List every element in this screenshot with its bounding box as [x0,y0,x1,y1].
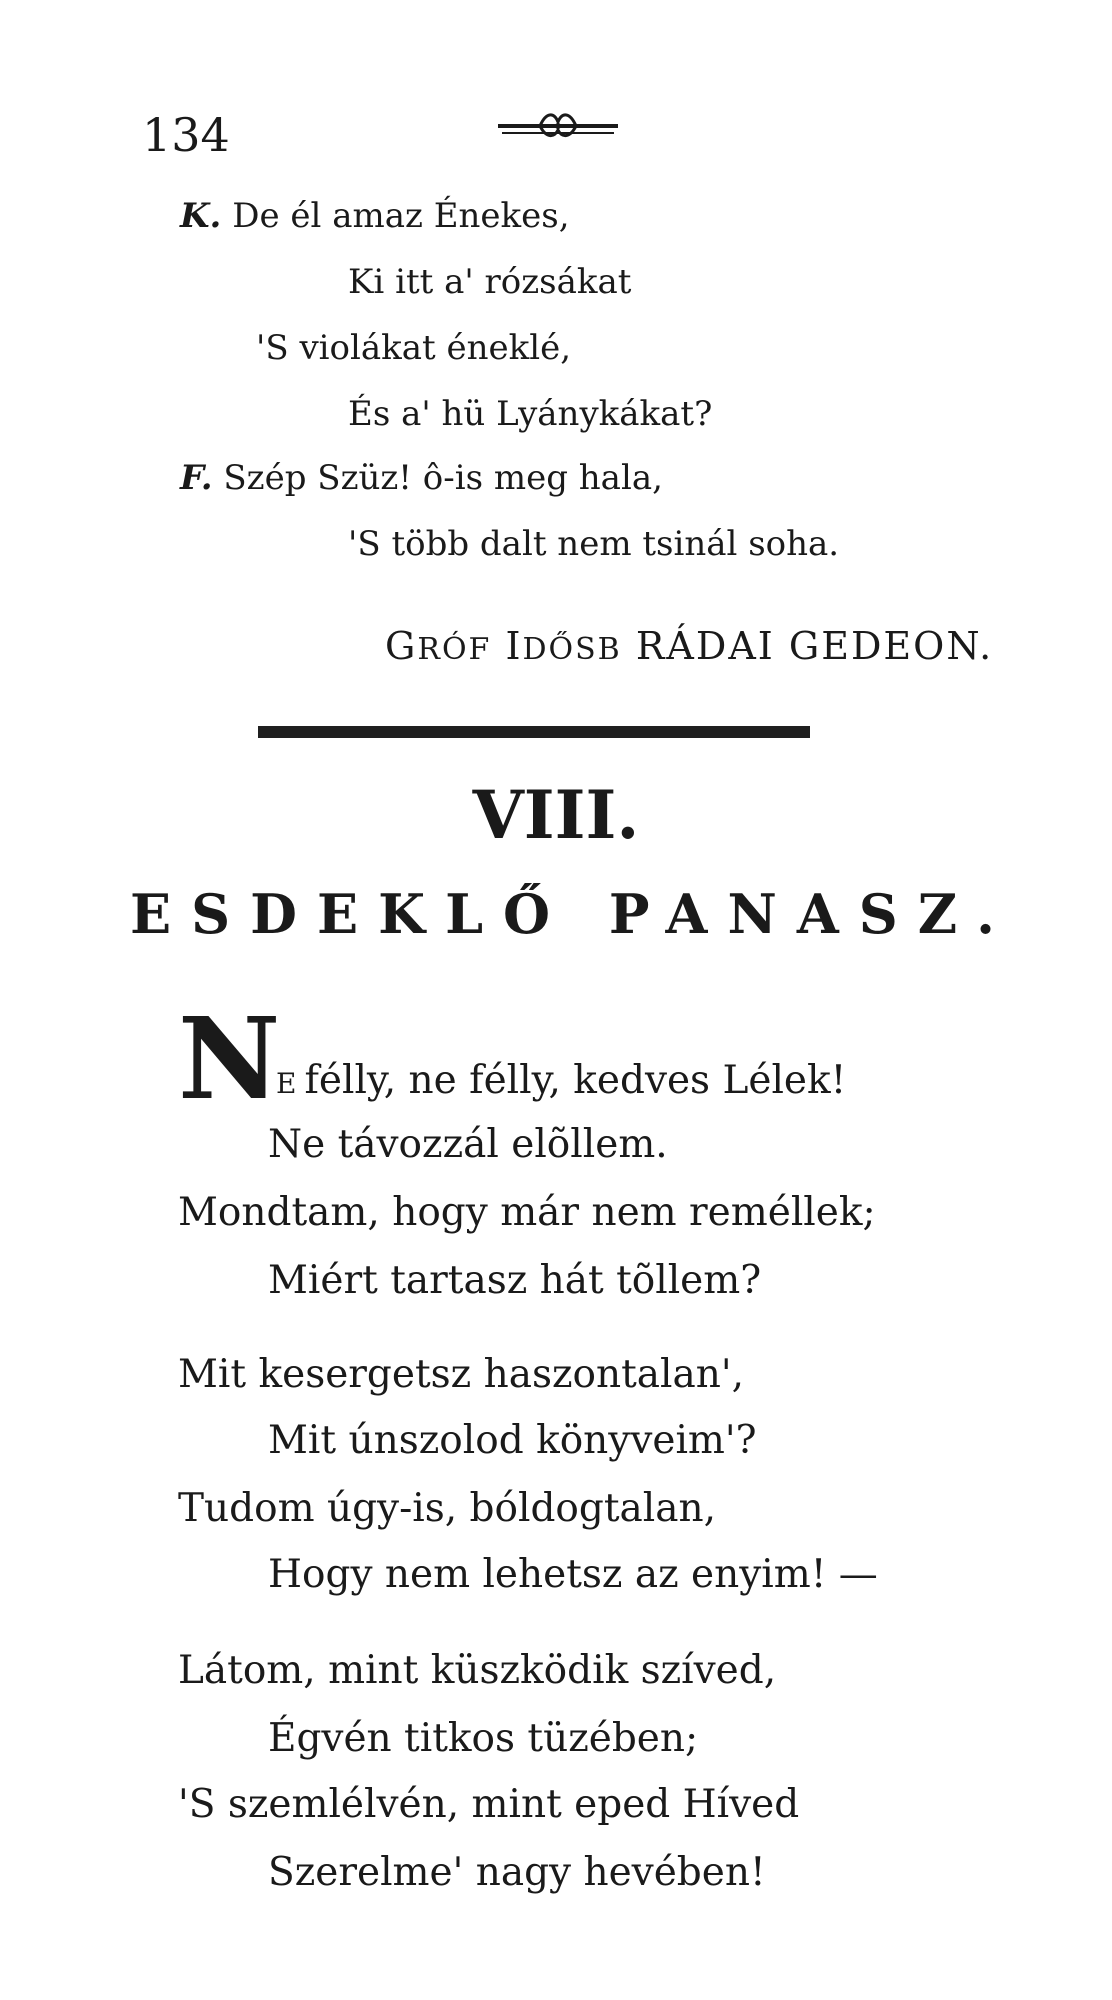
drop-cap: N [178,994,281,1125]
poem-line: 'S több dalt nem tsinál soha. [348,524,840,564]
first-line-text: félly, ne félly, kedves Lélek! [304,1058,847,1103]
poem-line: Látom, mint küszködik szíved, [178,1648,777,1693]
poem-line-text: De él amaz Énekes, [232,196,570,236]
poem-line: Égvén titkos tüzében; [268,1716,699,1761]
first-line-small-cap: E [276,1067,297,1100]
poem-line: 'S szemlélvén, mint eped Híved [178,1782,800,1827]
poem-line [180,458,663,498]
author-signature: GRÓF IDŐSB RÁDAI GEDEON. [385,624,994,668]
section-title: ESDEKLŐ PANASZ. [130,882,1015,946]
speaker-label: F. [180,458,213,498]
poem-line [180,196,570,236]
poem-line: Hogy nem lehetsz az enyim! — [268,1552,878,1597]
poem-line: 'S violákat éneklé, [256,328,572,368]
poem-line: Ne távozzál elõllem. [268,1122,668,1167]
section-numeral: VIII. [472,776,640,854]
poem-line: Szerelme' nagy hevében! [268,1850,766,1895]
poem-line: És a' hü Lyánykákat? [348,394,713,434]
poem-line-text: Szép Szüz! ô-is meg hala, [223,458,663,498]
poem-line: Miért tartasz hát tõllem? [268,1258,762,1303]
poem-line: Mit únszolod könyveim'? [268,1418,757,1463]
poem-line: Mit kesergetsz haszontalan', [178,1352,745,1397]
poem-first-line [276,1058,846,1103]
poem-line: Tudom úgy-is, bóldogtalan, [178,1486,717,1531]
poem-line: Mondtam, hogy már nem reméllek; [178,1190,876,1235]
section-divider [258,726,810,738]
page-number: 134 [142,108,230,162]
speaker-label: K. [180,196,222,236]
poem-line: Ki itt a' rózsákat [348,262,632,302]
header-ornament [498,108,618,146]
